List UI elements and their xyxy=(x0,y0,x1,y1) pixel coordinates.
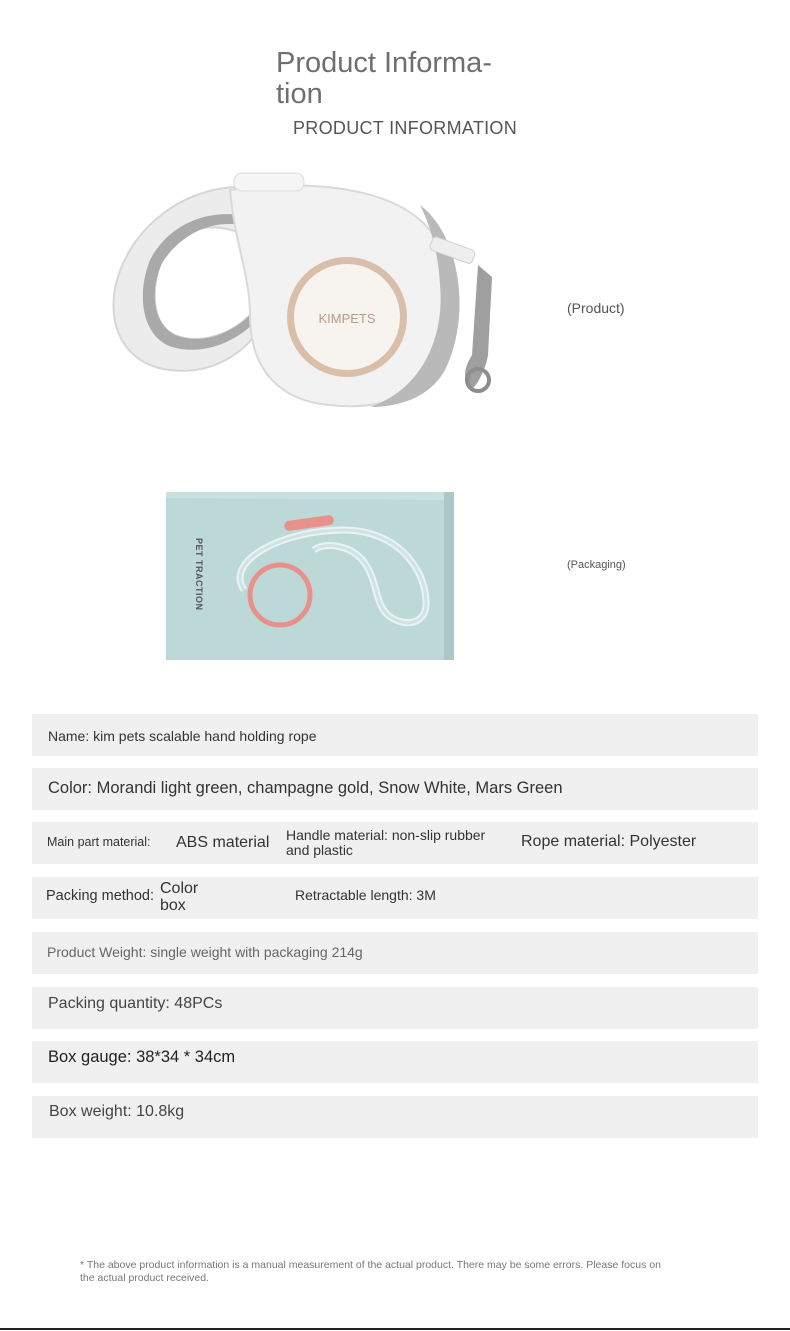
lock-button xyxy=(234,173,304,191)
spec-box-weight: Box weight: 10.8kg xyxy=(49,1103,185,1120)
footnote-line1: * The above product information is a manual measurement of the actual product. There may be some errors. Please focus on xyxy=(80,1259,661,1271)
spec-name: Name: kim pets scalable hand holding rope xyxy=(48,728,317,744)
spec-row-name xyxy=(32,714,758,756)
spec-row-quantity xyxy=(32,987,758,1029)
spec-packing-method-line1: Color xyxy=(160,880,199,897)
spec-main-material-label: Main part material: xyxy=(47,835,151,849)
spec-rope-material: Rope material: Polyester xyxy=(521,833,697,850)
spec-handle-material-line1: Handle material: non-slip rubber xyxy=(286,827,486,843)
brand-text: KIMPETS xyxy=(318,311,376,326)
spec-row-weight xyxy=(32,932,758,974)
spec-packing-method-label: Packing method: xyxy=(46,888,155,904)
footnote xyxy=(80,1259,700,1284)
page-subtitle: PRODUCT INFORMATION xyxy=(293,118,518,138)
packaging-image xyxy=(164,490,456,662)
page-title: Product Informa- tion xyxy=(276,47,492,110)
bottom-divider xyxy=(0,1328,790,1330)
spec-weight: Product Weight: single weight with packaging 214g xyxy=(47,944,363,960)
spec-row-color xyxy=(32,768,758,810)
spec-row-gauge xyxy=(32,1041,758,1083)
spec-retractable-length: Retractable length: 3M xyxy=(295,887,436,903)
product-caption: (Product) xyxy=(567,300,625,316)
spec-row-box-weight xyxy=(32,1096,758,1138)
spec-packing-quantity: Packing quantity: 48PCs xyxy=(48,995,223,1012)
spec-main-material-value: ABS material xyxy=(176,834,270,851)
spec-packing-method-line2: box xyxy=(160,897,186,914)
spec-row-material xyxy=(32,822,758,864)
spec-box-gauge: Box gauge: 38*34 * 34cm xyxy=(48,1048,236,1066)
box-label: PET TRACTION xyxy=(194,538,204,611)
packaging-caption: (Packaging) xyxy=(567,559,626,571)
footnote-line2: the actual product received. xyxy=(80,1271,209,1284)
spec-color: Color: Morandi light green, champagne gold, Snow White, Mars Green xyxy=(48,779,563,797)
spec-handle-material-line2: and plastic xyxy=(286,842,353,858)
spec-row-packing xyxy=(32,877,758,919)
product-image xyxy=(100,165,520,415)
